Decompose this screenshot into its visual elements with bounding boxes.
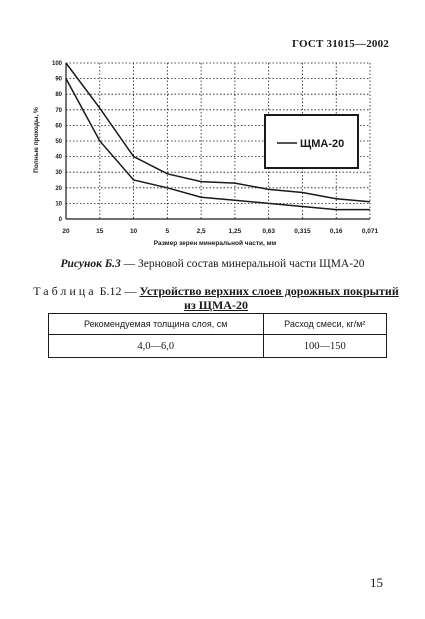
- x-tick-label: 0,315: [294, 228, 311, 235]
- x-axis-label: Размер зерен минеральной части, мм: [153, 240, 277, 247]
- y-tick-label: 20: [55, 185, 62, 192]
- table-number: Б.12 —: [99, 284, 140, 298]
- figure-caption-text: — Зерновой состав минеральной части ЩМА-20: [120, 258, 365, 270]
- recommendation-table: [48, 313, 387, 358]
- table-header-thickness: Рекомендуемая толщина слоя, см: [49, 314, 264, 335]
- table-cell-consumption: 100—150: [263, 335, 386, 358]
- table-title: [30, 284, 402, 312]
- x-tick-label: 20: [62, 228, 70, 235]
- y-tick-label: 0: [58, 217, 62, 223]
- x-tick-labels: [62, 228, 378, 235]
- grain-composition-chart: [0, 0, 425, 260]
- x-tick-label: 15: [96, 228, 104, 235]
- table-header-consumption: Расход смеси, кг/м²: [263, 314, 386, 335]
- table-cell-thickness: 4,0—6,0: [49, 335, 264, 358]
- x-tick-label: 5: [165, 228, 170, 235]
- x-tick-label: 0,071: [361, 228, 379, 235]
- y-tick-label: 90: [55, 76, 62, 83]
- x-tick-label: 2,5: [196, 228, 206, 235]
- figure-caption-label: Рисунок Б.3: [60, 258, 121, 270]
- y-tick-label: 30: [55, 170, 62, 177]
- y-tick-label: 100: [51, 61, 62, 67]
- table-word: Таблица: [33, 284, 97, 298]
- y-tick-label: 70: [55, 107, 62, 114]
- standard-header: ГОСТ 31015—2002: [292, 38, 389, 50]
- x-tick-label: 1,25: [228, 228, 242, 235]
- table-title-line1: Устройство верхних слоев дорожных покрытий: [139, 284, 399, 298]
- y-tick-label: 60: [55, 123, 62, 130]
- chart-legend: [265, 115, 358, 168]
- y-tick-labels: [52, 61, 63, 223]
- y-tick-label: 10: [55, 201, 62, 208]
- figure-caption: [0, 258, 425, 270]
- y-tick-label: 50: [55, 139, 62, 145]
- legend-label: ЩМА-20: [300, 138, 345, 150]
- x-tick-label: 0,63: [262, 228, 275, 235]
- table-title-line2: из ЩМА-20: [184, 298, 248, 312]
- y-tick-label: 80: [55, 92, 62, 99]
- x-tick-label: 10: [129, 228, 138, 235]
- table-row: [49, 335, 387, 358]
- y-tick-label: 40: [55, 154, 62, 161]
- y-axis-label: Полные проходы, %: [33, 107, 40, 173]
- table-header-row: [49, 314, 387, 335]
- x-tick-label: 0,16: [329, 228, 343, 235]
- page-number: 15: [370, 575, 383, 590]
